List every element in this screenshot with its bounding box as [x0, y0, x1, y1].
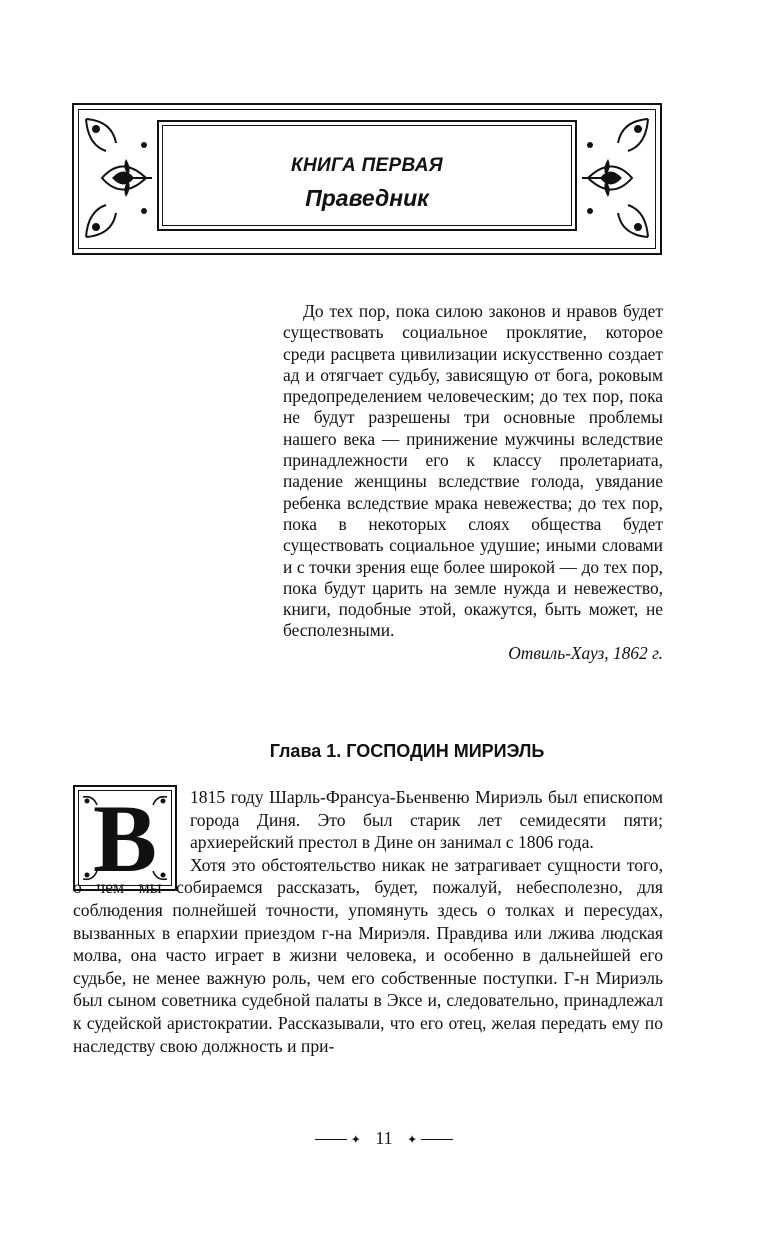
footer-ornament-icon: ✦ [350, 1132, 361, 1147]
epigraph [283, 301, 663, 664]
paragraph: Хотя это обстоятельство никак не затрагивает сущности того, о чем мы собираемся рассказать, будет, пожалуй, небесполезно, для соблюдения полнейшей точности, упомянуть здесь о толках и пересудах, вызванных в епархии приездом г-на Мириэля. Правдива или лжива людская молва, она часто играет в жизни человека, и особенно в дальнейшей его судьбе, не менее важную роль, чем его собственные поступки. Г-н Мириэль был сыном советника судебной палаты в Эксе и, следовательно, принадлежал к судейской аристократии. Рассказывали, что его отец, желая передать ему по наследству свою должность и при- [73, 854, 663, 1056]
fleur-ornament-icon [82, 115, 154, 241]
footer-dash [315, 1139, 347, 1140]
fleur-ornament-icon [580, 115, 652, 241]
book-subtitle: Праведник [305, 185, 429, 211]
paragraph: 1815 году Шарль-Франсуа-Бьенвеню Мириэль был епископом города Диня. Это был старик лет семидесяти пяти; архиерейский престол в Дине он занимал с 1806 года. [190, 787, 663, 853]
title-frame [72, 103, 662, 255]
page-number-footer [0, 1128, 768, 1149]
footer-dash [421, 1139, 453, 1140]
chapter-body [73, 786, 663, 1057]
epigraph-text: До тех пор, пока силою законов и нравов будет существовать социальное проклятие, которое среди расцвета цивилизации искусственно создает ад и отягчает судьбу, зависящую от бога, роковым предопределением человеческим; до тех пор, пока не будут разрешены три основные проблемы нашего века — принижение мужчины вследствие принадлежности его к классу пролетариата, падение женщины вследствие голода, увядание ребенка вследствие мрака невежества; до тех пор, пока в некоторых слоях общества будет существовать социальное удушие; иными словами и с точки зрения еще более широкой — до тех пор, пока будут царить на земле нужда и невежество, книги, подобные этой, окажутся, быть может, не бесполезными. [283, 301, 663, 641]
epigraph-signature: Отвиль-Хауз, 1862 г. [508, 642, 663, 663]
book-title: КНИГА ПЕРВАЯ [291, 155, 443, 176]
page-number: 11 [375, 1128, 393, 1148]
chapter-title: Глава 1. ГОСПОДИН МИРИЭЛЬ [269, 741, 545, 761]
drop-cap-letter: В [92, 785, 158, 892]
footer-ornament-icon: ✦ [407, 1132, 418, 1147]
